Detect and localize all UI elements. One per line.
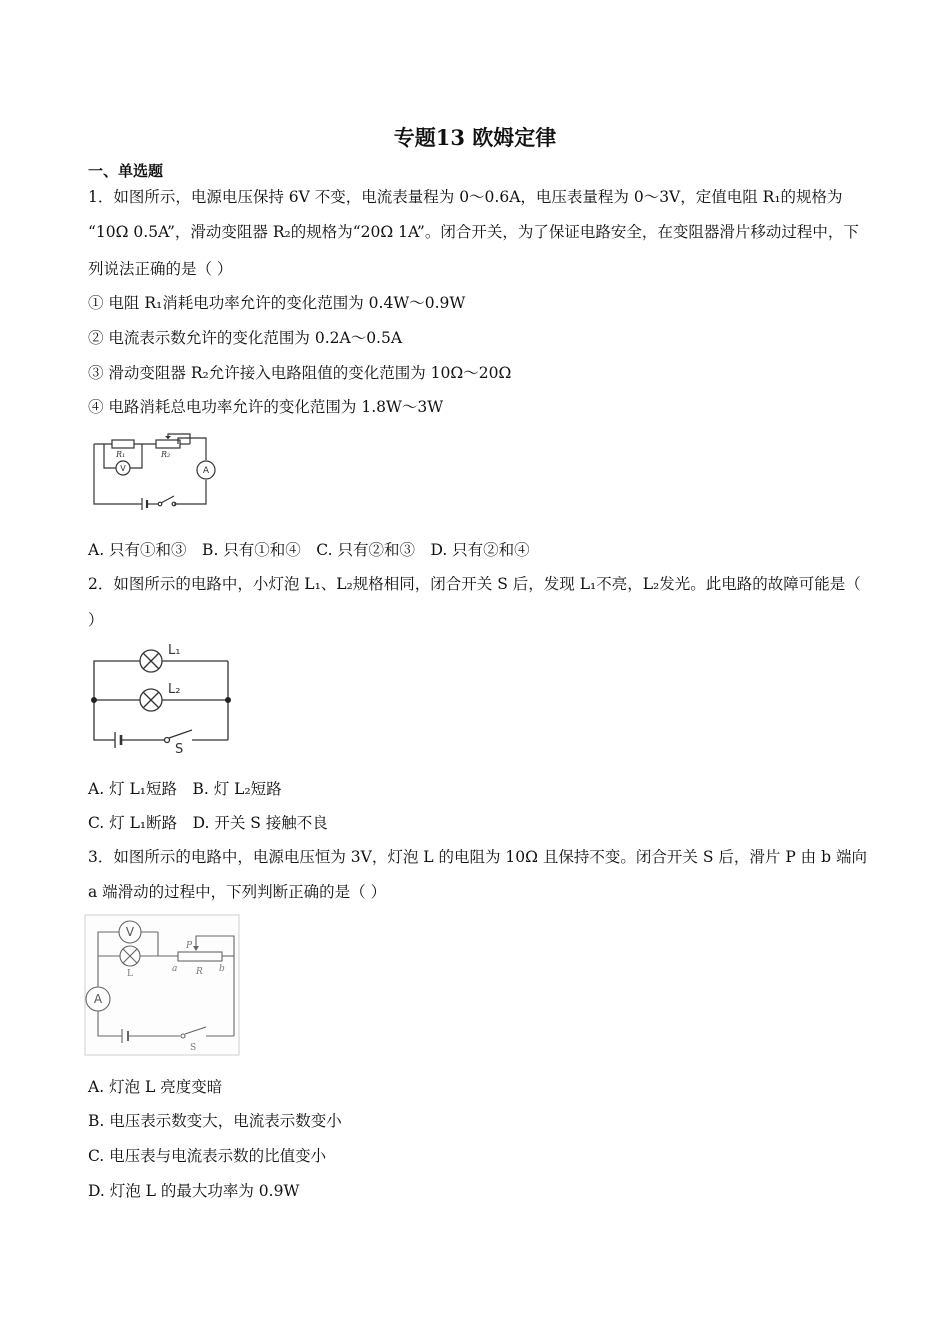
q2-label-l2: L₂ xyxy=(168,682,181,697)
q3-option-c: C. 电压表与电流表示数的比值变小 xyxy=(88,1147,327,1165)
q2-label-s: S xyxy=(175,742,184,754)
q3-label-b-end: b xyxy=(219,964,225,974)
q3-ammeter-label: A xyxy=(93,992,103,1006)
q2-options-line-2: C. 灯 L₁断路 D. 开关 S 接触不良 xyxy=(88,814,328,832)
q2-stem-line-1: 2．如图所示的电路中，小灯泡 L₁、L₂规格相同，闭合开关 S 后，发现 L₁不亮，L₂发光。此电路的故障可能是（ xyxy=(88,575,861,593)
q3-circuit-diagram xyxy=(84,914,242,1058)
q1-stem-line-1: 1．如图所示，电源电压保持 6V 不变，电流表量程为 0～0.6A，电压表量程为 0～3V，定值电阻 R₁的规格为 xyxy=(88,188,843,206)
page-title: 专题13 欧姆定律 xyxy=(393,125,557,150)
q1-circuit-diagram xyxy=(86,428,220,514)
q2-circuit-diagram xyxy=(88,638,234,754)
q1-voltmeter-label: V xyxy=(120,464,126,473)
q1-options: A. 只有①和③ B. 只有①和④ C. 只有②和③ D. 只有②和④ xyxy=(88,541,530,559)
q1-label-r1: R₁ xyxy=(116,450,126,459)
q3-voltmeter-label: V xyxy=(125,925,135,939)
q3-label-s: S xyxy=(190,1043,197,1053)
q2-label-l1: L₁ xyxy=(168,643,181,658)
q1-statement-4: ④ 电路消耗总电功率允许的变化范围为 1.8W～3W xyxy=(88,398,444,416)
q1-statement-1: ① 电阻 R₁消耗电功率允许的变化范围为 0.4W～0.9W xyxy=(88,294,466,312)
q3-option-a: A. 灯泡 L 亮度变暗 xyxy=(88,1078,223,1096)
q3-label-a-end: a xyxy=(172,964,178,974)
q3-option-b: B. 电压表示数变大，电流表示数变小 xyxy=(88,1112,342,1130)
q3-stem-line-2: a 端滑动的过程中，下列判断正确的是（ ） xyxy=(88,883,387,901)
q3-label-l: L xyxy=(127,969,133,979)
q1-stem-line-2: “10Ω 0.5A”，滑动变阻器 R₂的规格为“20Ω 1A”。闭合开关，为了保证电路安全，在变阻器滑片移动过程中，下 xyxy=(88,223,859,241)
q2-stem-line-2: ） xyxy=(88,611,104,629)
q1-statement-2: ② 电流表示数允许的变化范围为 0.2A～0.5A xyxy=(88,329,403,347)
q1-ammeter-label: A xyxy=(202,466,210,476)
section-heading: 一、单选题 xyxy=(88,162,164,180)
q3-stem-line-1: 3．如图所示的电路中，电源电压恒为 3V，灯泡 L 的电阻为 10Ω 且保持不变。闭合开关 S 后，滑片 P 由 b 端向 xyxy=(88,848,867,866)
q1-label-r2: R₂ xyxy=(161,450,171,459)
q3-label-p: P xyxy=(186,941,193,951)
q1-statement-3: ③ 滑动变阻器 R₂允许接入电路阻值的变化范围为 10Ω～20Ω xyxy=(88,364,512,382)
q2-options-line-1: A. 灯 L₁短路 B. 灯 L₂短路 xyxy=(88,780,282,798)
q3-label-r: R xyxy=(196,967,203,977)
q1-stem-line-3: 列说法正确的是（ ） xyxy=(88,260,233,278)
q3-option-d: D. 灯泡 L 的最大功率为 0.9W xyxy=(88,1182,300,1200)
